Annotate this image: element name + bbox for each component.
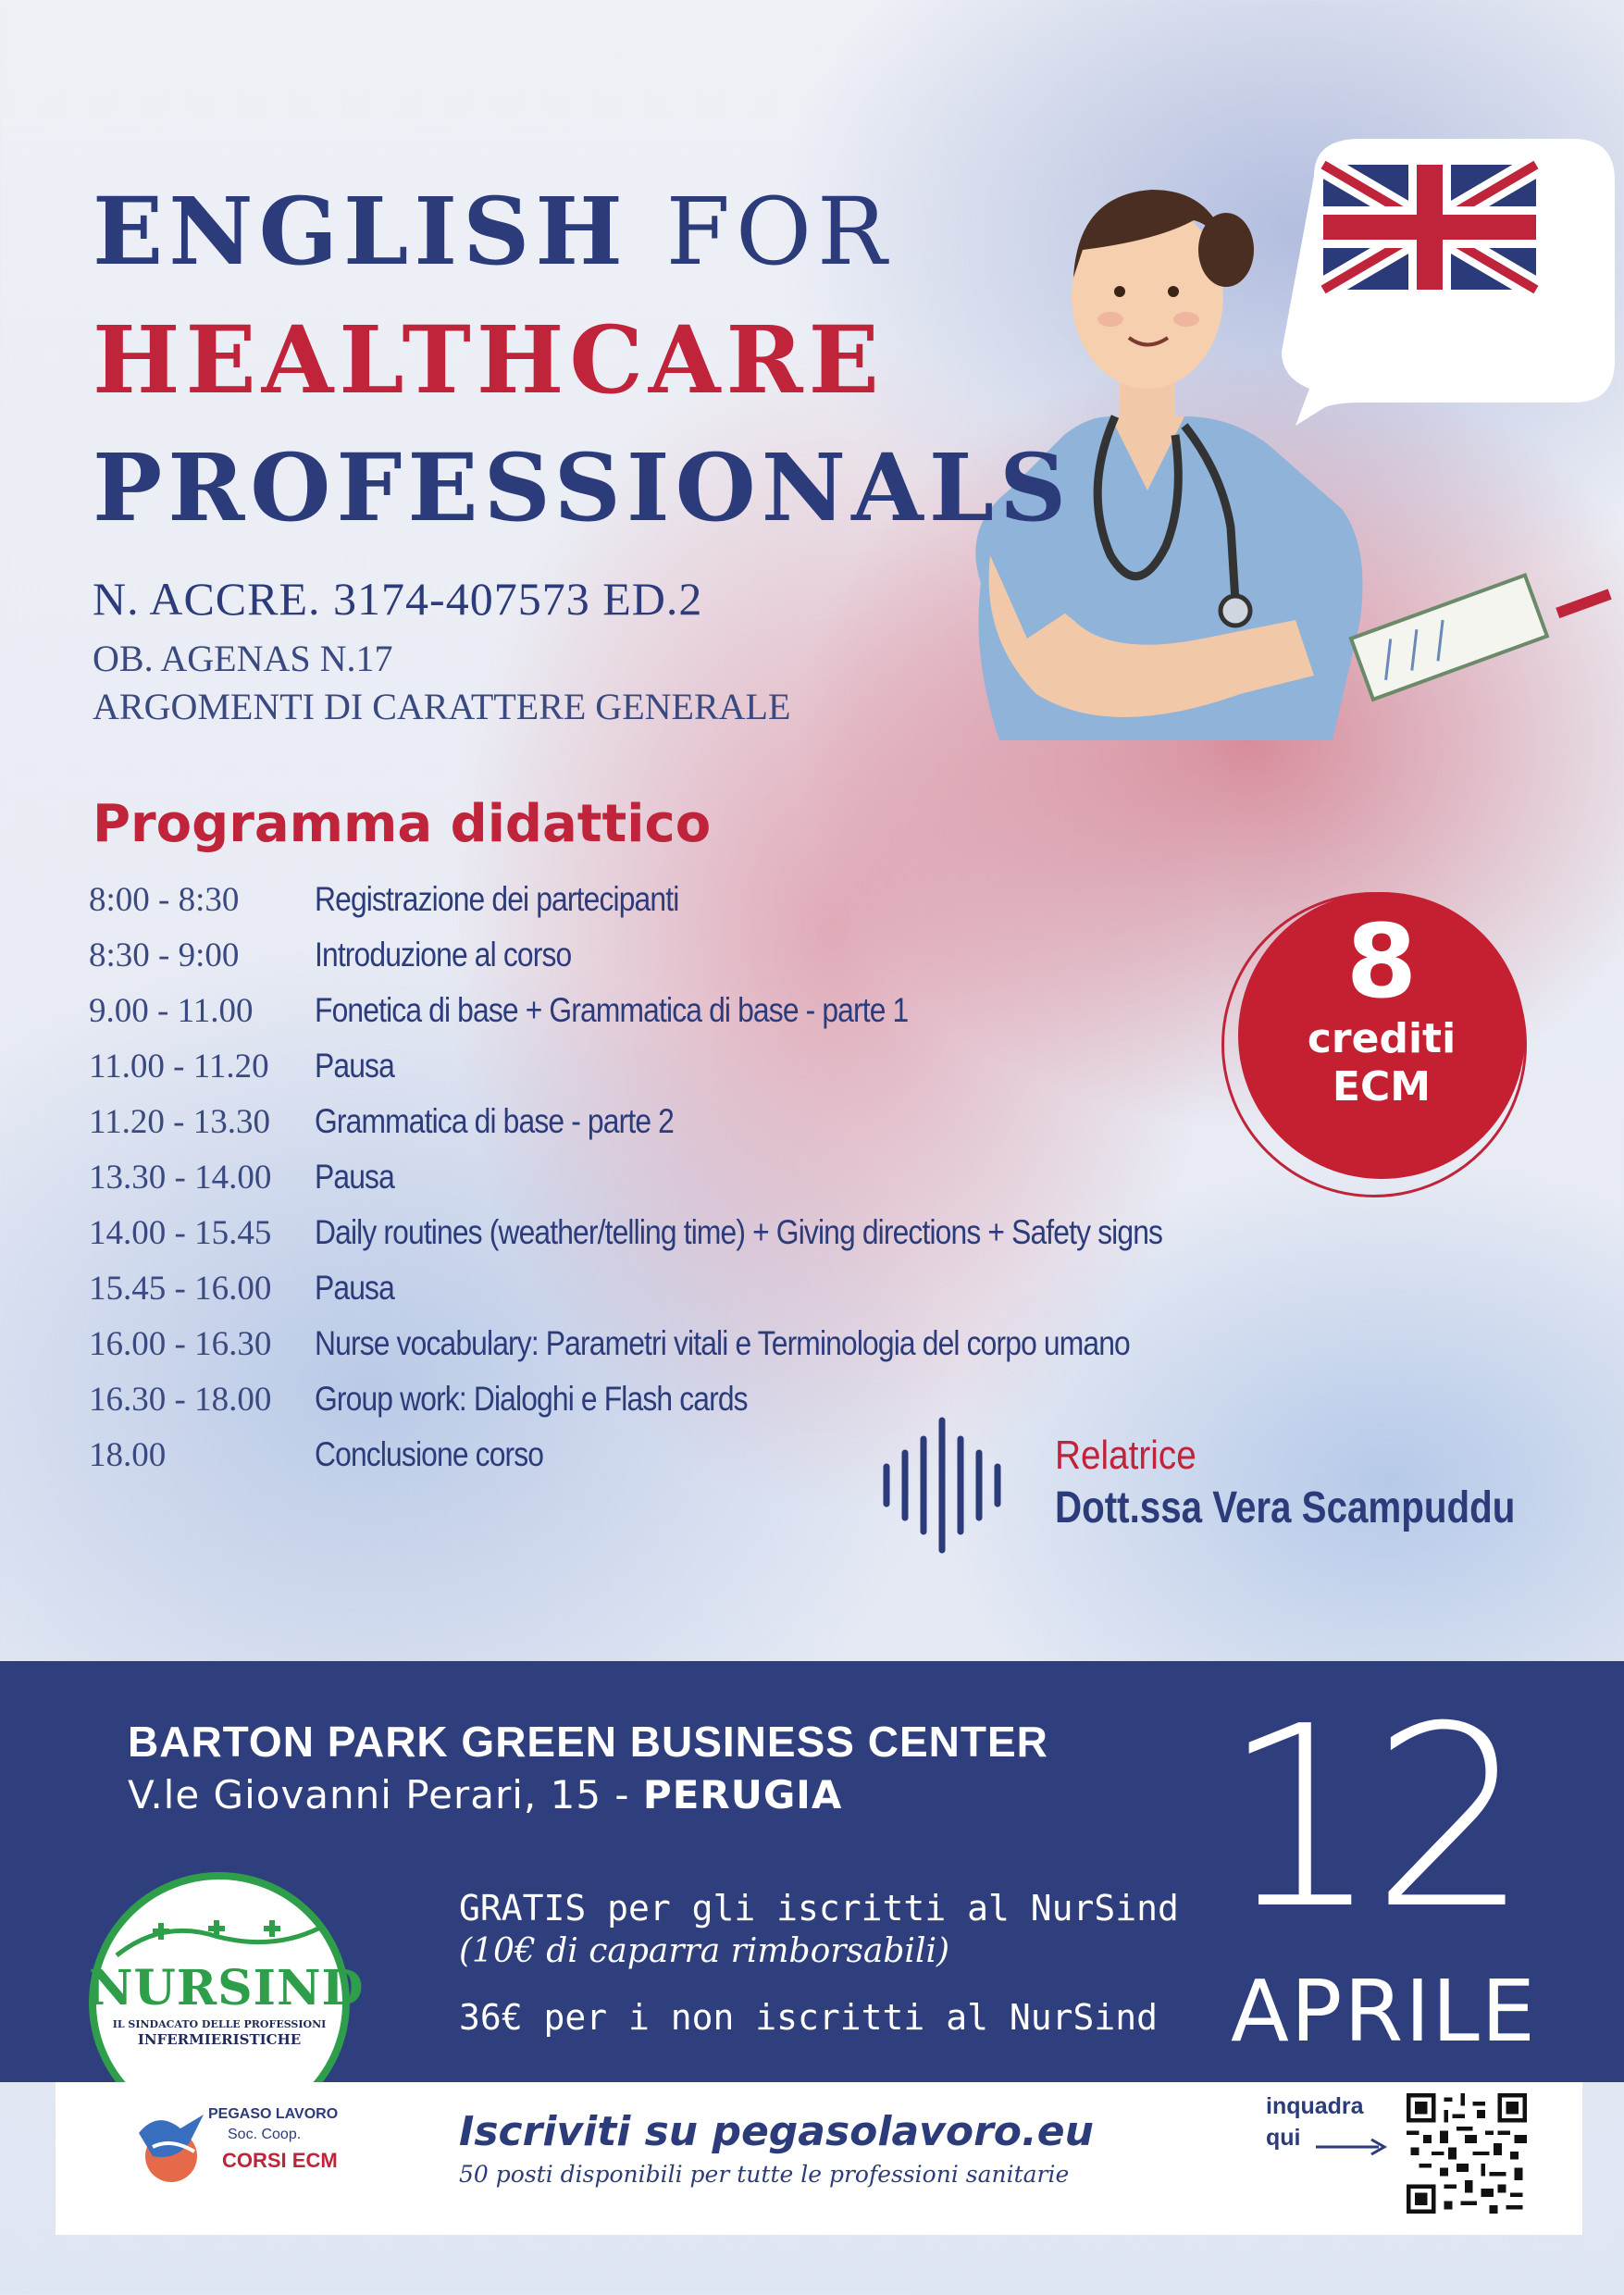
credits-label: crediti xyxy=(1307,1015,1457,1062)
price-members: GRATIS per gli iscritti al NurSind xyxy=(459,1888,1179,1929)
schedule-row xyxy=(89,1205,1384,1260)
schedule-row xyxy=(89,1038,1384,1094)
nursind-crosses-icon xyxy=(107,1909,329,1965)
schedule-row xyxy=(89,1094,1384,1149)
event-day: 12 xyxy=(1221,1672,1521,1964)
schedule-time: 18.00 xyxy=(89,1435,167,1474)
schedule-row xyxy=(89,1149,1384,1205)
credits-ecm: ECM xyxy=(1332,1063,1432,1111)
schedule-row xyxy=(89,983,1384,1038)
schedule-time: 8:00 - 8:30 xyxy=(89,880,240,919)
price-non-members: 36€ per i non iscritti al NurSind xyxy=(459,1997,1158,2038)
nursind-logo xyxy=(89,1872,365,2066)
nursind-subtitle-1: IL SINDACATO DELLE PROFESSIONI xyxy=(112,2018,327,2030)
program-heading: Programma didattico xyxy=(93,794,712,854)
course-title xyxy=(93,177,1072,542)
signup-link[interactable]: Iscriviti su pegasolavoro.eu xyxy=(459,2108,1094,2155)
title-professionals: PROFESSIONALS xyxy=(93,433,1072,542)
scan-label: inquadra xyxy=(1266,2093,1364,2119)
seats-available: 50 posti disponibili per tutte le professioni sanitarie xyxy=(459,2161,1070,2188)
venue-city: PERUGIA xyxy=(642,1772,843,1817)
schedule-time: 16.00 - 16.30 xyxy=(89,1324,272,1363)
schedule-time: 11.20 - 13.30 xyxy=(89,1102,270,1141)
venue-street: V.le Giovanni Perari, 15 - xyxy=(128,1772,643,1817)
schedule-time: 15.45 - 16.00 xyxy=(89,1269,272,1308)
schedule-activity: Registrazione dei partecipanti xyxy=(315,880,679,918)
schedule-time: 14.00 - 15.45 xyxy=(89,1213,272,1252)
schedule-activity: Fonetica di base + Grammatica di base - parte 1 xyxy=(315,991,909,1029)
qr-code-icon[interactable] xyxy=(1407,2093,1527,2214)
venue-name: BARTON PARK GREEN BUSINESS CENTER xyxy=(128,1718,1048,1766)
schedule-activity: Group work: Dialoghi e Flash cards xyxy=(315,1380,748,1418)
arrow-right-icon xyxy=(1314,2136,1388,2158)
accreditation-number: N. ACCRE. 3174-407573 ED.2 xyxy=(93,573,703,625)
title-english: ENGLISH xyxy=(93,177,628,286)
schedule-activity: Daily routines (weather/telling time) + Giving directions + Safety signs xyxy=(315,1213,1163,1251)
course-topic: ARGOMENTI DI CARATTERE GENERALE xyxy=(93,686,791,727)
schedule-row xyxy=(89,1260,1384,1316)
pegaso-coop: Soc. Coop. xyxy=(228,2127,302,2142)
title-healthcare: HEALTHCARE xyxy=(93,305,885,415)
credits-number: 8 xyxy=(1345,902,1418,1021)
schedule-time: 13.30 - 14.00 xyxy=(89,1158,272,1197)
nursind-subtitle-2: INFERMIERISTICHE xyxy=(137,2031,302,2048)
schedule-row xyxy=(89,927,1384,983)
schedule-activity: Grammatica di base - parte 2 xyxy=(315,1102,674,1140)
title-for: FOR xyxy=(665,178,893,286)
schedule-activity: Introduzione al corso xyxy=(315,936,572,974)
schedule-time: 8:30 - 9:00 xyxy=(89,936,240,974)
uk-flag-icon xyxy=(1323,165,1536,290)
nursind-name: NURSIND xyxy=(89,1960,365,2016)
credits-badge xyxy=(1238,892,1525,1179)
schedule-activity: Pausa xyxy=(315,1158,394,1196)
schedule-activity: Pausa xyxy=(315,1269,394,1307)
scan-here-label: qui xyxy=(1266,2125,1301,2151)
event-month: APRILE xyxy=(1231,1962,1537,2061)
venue-address xyxy=(128,1772,842,1817)
agenas-objective: OB. AGENAS N.17 xyxy=(93,638,393,679)
schedule-time: 16.30 - 18.00 xyxy=(89,1380,272,1419)
sound-wave-icon xyxy=(879,1416,1018,1555)
schedule-time: 11.00 - 11.20 xyxy=(89,1047,269,1085)
schedule-time: 9.00 - 11.00 xyxy=(89,991,254,1030)
schedule-row xyxy=(89,872,1384,927)
schedule-row xyxy=(89,1316,1384,1371)
pegaso-lavoro-logo-icon xyxy=(130,2105,213,2189)
speaker-label: Relatrice xyxy=(1055,1433,1196,1478)
schedule-activity: Conclusione corso xyxy=(315,1435,544,1473)
speaker-name: Dott.ssa Vera Scampuddu xyxy=(1055,1483,1516,1532)
schedule-list xyxy=(89,872,1384,1482)
price-deposit: (10€ di caparra rimborsabili) xyxy=(459,1932,950,1970)
schedule-row xyxy=(89,1371,1384,1427)
schedule-activity: Pausa xyxy=(315,1047,394,1085)
schedule-activity: Nurse vocabulary: Parametri vitali e Terminologia del corpo umano xyxy=(315,1324,1130,1362)
pegaso-corsi: CORSI ECM xyxy=(222,2149,338,2172)
pegaso-name: PEGASO LAVORO xyxy=(208,2106,339,2122)
